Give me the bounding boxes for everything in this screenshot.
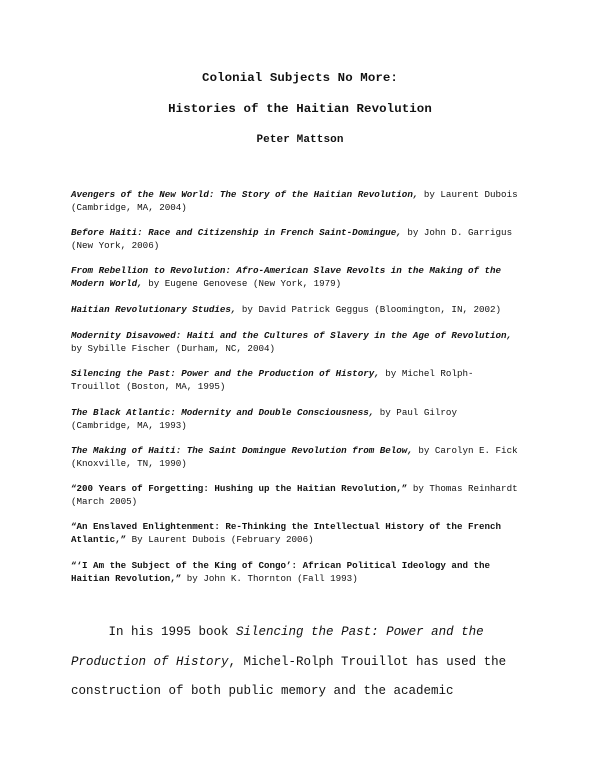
entry-title: “200 Years of Forgetting: Hushing up the Haitian Revolution,”: [71, 483, 408, 494]
body-intro: In his 1995 book: [108, 625, 237, 639]
entry-details: by Sybille Fischer (Durham, NC, 2004): [71, 342, 275, 354]
entry-details: by Thomas Reinhardt (March 2005): [71, 483, 518, 507]
entry-title: Avengers of the New World: The Story of the Haitian Revolution,: [71, 189, 419, 200]
entry-details: by Paul Gilroy (Cambridge, MA, 1993): [71, 407, 457, 431]
bibliography-entry: [71, 521, 521, 546]
entry-details: by David Patrick Geggus (Bloomington, IN, 2002): [236, 304, 502, 315]
entry-details: by John K. Thornton (Fall 1993): [181, 572, 358, 584]
entry-details: by Carolyn E. Fick (Knoxville, TN, 1990): [71, 445, 518, 469]
entry-title: Before Haiti: Race and Citizenship in French Saint-Domingue,: [71, 227, 402, 238]
bibliography-entry: [71, 265, 521, 290]
paragraph-indent: [71, 625, 109, 639]
bibliography-entry: [71, 483, 521, 508]
bibliography-entry: [71, 368, 521, 393]
bibliography-entry: [71, 189, 521, 214]
entry-title: The Making of Haiti: The Saint Domingue Revolution from Below,: [71, 445, 413, 456]
entry-title: “‘I Am the Subject of the King of Congo’: African Political Ideology and the Haitian Revolution,”: [71, 560, 491, 584]
title-line-2: Histories of the Haitian Revolution: [168, 102, 432, 116]
bibliography-entry: [71, 407, 521, 432]
entry-details: by Michel Rolph-Trouillot (Boston, MA, 1995): [71, 368, 474, 392]
entry-title: Modernity Disavowed: Haiti and the Cultures of Slavery in the Age of Revolution,: [71, 330, 513, 341]
bibliography-entry: [71, 227, 521, 252]
entry-details: by Laurent Dubois (Cambridge, MA, 2004): [71, 189, 518, 213]
bibliography-entry: [71, 330, 521, 355]
entry-title: Haitian Revolutionary Studies,: [71, 304, 237, 315]
entry-title: From Rebellion to Revolution: Afro-American Slave Revolts in the Making of the Modern World,: [71, 265, 502, 289]
title-line-1: Colonial Subjects No More:: [202, 71, 398, 85]
body-continuation: , Michel-Rolph Trouillot has used the construction of both public memory and the academic: [71, 654, 507, 698]
entry-title: Silencing the Past: Power and the Production of History,: [71, 368, 380, 379]
entry-details: By Laurent Dubois (February 2006): [126, 533, 314, 545]
entry-details: by Eugene Genovese (New York, 1979): [142, 277, 342, 289]
bibliography-entry: [71, 560, 521, 585]
book-title: Silencing the Past: Power and the Production of History: [71, 625, 484, 669]
entry-title: The Black Atlantic: Modernity and Double Consciousness,: [71, 407, 375, 418]
entry-details: by John D. Garrigus (New York, 2006): [71, 227, 513, 251]
entry-title: “An Enslaved Enlightenment: Re-Thinking the Intellectual History of the French Atlantic,”: [71, 521, 502, 545]
bibliography-entry: [71, 445, 521, 470]
bibliography-entry: [71, 304, 521, 317]
author-name: Peter Mattson: [256, 134, 344, 146]
body-paragraph: [71, 618, 531, 707]
